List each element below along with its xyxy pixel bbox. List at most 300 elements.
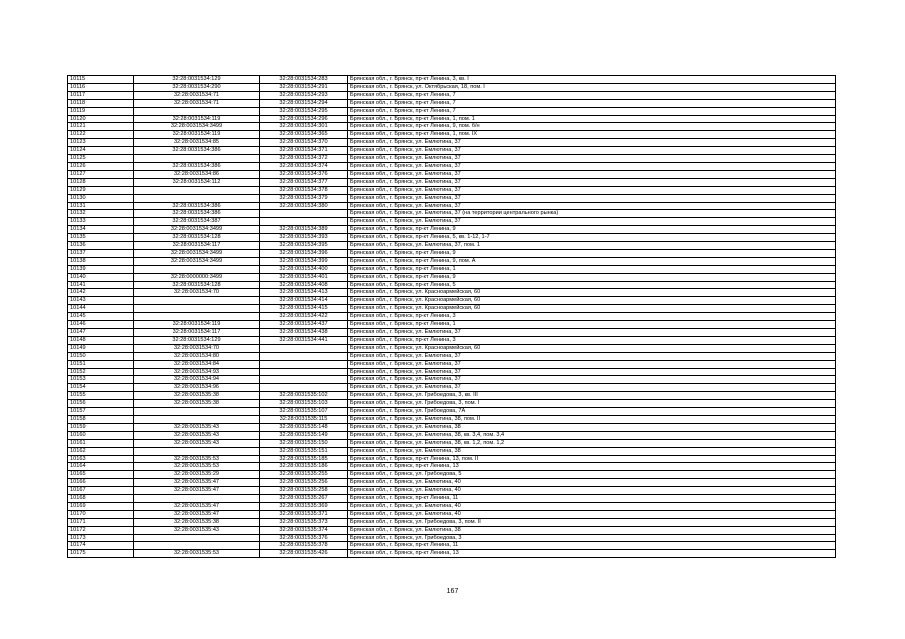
row-number-cell: 10151: [68, 360, 134, 368]
parcel-cadastral-cell: 32:28:0031535:47: [134, 510, 260, 518]
object-cadastral-cell: [260, 210, 348, 218]
parcel-cadastral-cell: 32:28:0031534:86: [134, 170, 260, 178]
table-row: [68, 123, 836, 131]
row-number-cell: 10126: [68, 162, 134, 170]
row-number-cell: 10160: [68, 431, 134, 439]
address-cell: Брянская обл., г. Брянск, пр-кт Ленина, 3: [348, 336, 836, 344]
object-cadastral-cell: 32:28:0031534:301: [260, 123, 348, 131]
object-cadastral-cell: 32:28:0031535:148: [260, 423, 348, 431]
row-number-cell: 10148: [68, 336, 134, 344]
row-number-cell: 10169: [68, 502, 134, 510]
object-cadastral-cell: 32:28:0031534:371: [260, 147, 348, 155]
row-number-cell: 10168: [68, 495, 134, 503]
row-number-cell: 10154: [68, 384, 134, 392]
address-cell: Брянская обл., г. Брянск, пр-кт Ленина, 9: [348, 249, 836, 257]
row-number-cell: 10149: [68, 344, 134, 352]
parcel-cadastral-cell: [134, 408, 260, 416]
table-row: [68, 439, 836, 447]
parcel-cadastral-cell: 32:28:0031534:3499: [134, 249, 260, 257]
table-row: [68, 131, 836, 139]
row-number-cell: 10142: [68, 289, 134, 297]
object-cadastral-cell: 32:28:0031535:103: [260, 400, 348, 408]
object-cadastral-cell: 32:28:0031534:295: [260, 107, 348, 115]
page-number: 167: [446, 588, 459, 595]
parcel-cadastral-cell: 32:28:0031534:94: [134, 376, 260, 384]
object-cadastral-cell: 32:28:0031535:376: [260, 534, 348, 542]
object-cadastral-cell: 32:28:0031535:107: [260, 408, 348, 416]
address-cell: Брянская обл., г. Брянск, ул. Емлютина, 37: [348, 360, 836, 368]
address-cell: Брянская обл., г. Брянск, ул. Красноармейская, 60: [348, 344, 836, 352]
parcel-cadastral-cell: 32:28:0031535:53: [134, 463, 260, 471]
address-cell: Брянская обл., г. Брянск, пр-кт Ленина, 1: [348, 321, 836, 329]
row-number-cell: 10140: [68, 273, 134, 281]
address-cell: Брянская обл., г. Брянск, ул. Емлютина, 38: [348, 526, 836, 534]
parcel-cadastral-cell: [134, 305, 260, 313]
row-number-cell: 10164: [68, 463, 134, 471]
row-number-cell: 10125: [68, 155, 134, 163]
table-row: [68, 479, 836, 487]
object-cadastral-cell: 32:28:0031534:441: [260, 336, 348, 344]
parcel-cadastral-cell: [134, 155, 260, 163]
row-number-cell: 10124: [68, 147, 134, 155]
parcel-cadastral-cell: 32:28:0031534:290: [134, 83, 260, 91]
parcel-cadastral-cell: 32:28:0031535:38: [134, 518, 260, 526]
parcel-cadastral-cell: [134, 186, 260, 194]
table-row: [68, 313, 836, 321]
address-cell: Брянская обл., г. Брянск, ул. Емлютина, 38: [348, 447, 836, 455]
row-number-cell: 10153: [68, 376, 134, 384]
parcel-cadastral-cell: 32:28:0031534:85: [134, 139, 260, 147]
parcel-cadastral-cell: 32:28:0031534:119: [134, 115, 260, 123]
table-row: [68, 76, 836, 84]
table-row: [68, 265, 836, 273]
object-cadastral-cell: 32:28:0031534:401: [260, 273, 348, 281]
parcel-cadastral-cell: 32:28:0031534:112: [134, 178, 260, 186]
parcel-cadastral-cell: 32:28:0031534:84: [134, 360, 260, 368]
object-cadastral-cell: [260, 360, 348, 368]
object-cadastral-cell: 32:28:0031535:151: [260, 447, 348, 455]
object-cadastral-cell: 32:28:0031534:438: [260, 329, 348, 337]
row-number-cell: 10137: [68, 249, 134, 257]
object-cadastral-cell: 32:28:0031534:408: [260, 281, 348, 289]
row-number-cell: 10143: [68, 297, 134, 305]
row-number-cell: 10117: [68, 91, 134, 99]
parcel-cadastral-cell: 32:28:0031534:71: [134, 91, 260, 99]
address-cell: Брянская обл., г. Брянск, пр-кт Ленина, 9: [348, 226, 836, 234]
object-cadastral-cell: 32:28:0031534:415: [260, 305, 348, 313]
address-cell: Брянская обл., г. Брянск, ул. Красноармейская, 60: [348, 305, 836, 313]
object-cadastral-cell: [260, 376, 348, 384]
object-cadastral-cell: 32:28:0031534:377: [260, 178, 348, 186]
address-cell: Брянская обл., г. Брянск, пр-кт Ленина, 11: [348, 542, 836, 550]
row-number-cell: 10167: [68, 487, 134, 495]
address-cell: Брянская обл., г. Брянск, ул. Емлютина, 37: [348, 368, 836, 376]
table-row: [68, 510, 836, 518]
object-cadastral-cell: [260, 218, 348, 226]
table-row: [68, 162, 836, 170]
row-number-cell: 10123: [68, 139, 134, 147]
parcel-cadastral-cell: 32:28:0031534:93: [134, 368, 260, 376]
object-cadastral-cell: [260, 352, 348, 360]
table-row: [68, 384, 836, 392]
row-number-cell: 10115: [68, 76, 134, 84]
object-cadastral-cell: 32:28:0031535:369: [260, 502, 348, 510]
table-row: [68, 344, 836, 352]
row-number-cell: 10134: [68, 226, 134, 234]
table-row: [68, 210, 836, 218]
row-number-cell: 10116: [68, 83, 134, 91]
row-number-cell: 10139: [68, 265, 134, 273]
address-cell: Брянская обл., г. Брянск, ул. Емлютина, 37, пом. 1: [348, 242, 836, 250]
row-number-cell: 10144: [68, 305, 134, 313]
parcel-cadastral-cell: 32:28:0031535:29: [134, 471, 260, 479]
object-cadastral-cell: 32:28:0031534:393: [260, 234, 348, 242]
parcel-cadastral-cell: 32:28:0031535:38: [134, 392, 260, 400]
address-cell: Брянская обл., г. Брянск, ул. Красноармейская, 60: [348, 289, 836, 297]
parcel-cadastral-cell: 32:28:0031534:387: [134, 218, 260, 226]
row-number-cell: 10162: [68, 447, 134, 455]
address-cell: Брянская обл., г. Брянск, ул. Емлютина, 37: [348, 376, 836, 384]
table-row: [68, 202, 836, 210]
address-cell: Брянская обл., г. Брянск, ул. Емлютина, 38, кв. 3,4, пом. 3,4: [348, 431, 836, 439]
object-cadastral-cell: 32:28:0031535:185: [260, 455, 348, 463]
address-cell: Брянская обл., г. Брянск, пр-кт Ленина, 11: [348, 495, 836, 503]
parcel-cadastral-cell: 32:28:0031534:386: [134, 210, 260, 218]
row-number-cell: 10131: [68, 202, 134, 210]
address-cell: Брянская обл., г. Брянск, ул. Красноармейская, 60: [348, 297, 836, 305]
parcel-cadastral-cell: 32:28:0000000:3499: [134, 273, 260, 281]
table-row: [68, 147, 836, 155]
row-number-cell: 10130: [68, 194, 134, 202]
table-row: [68, 431, 836, 439]
parcel-cadastral-cell: 32:28:0031534:119: [134, 131, 260, 139]
address-cell: Брянская обл., г. Брянск, ул. Грибоедова, 3, пом. I: [348, 400, 836, 408]
table-row: [68, 542, 836, 550]
parcel-cadastral-cell: 32:28:0031535:53: [134, 550, 260, 558]
parcel-cadastral-cell: 32:28:0031534:3499: [134, 123, 260, 131]
address-cell: Брянская обл., г. Брянск, ул. Емлютина, 37 (на территории центрального рынка): [348, 210, 836, 218]
object-cadastral-cell: 32:28:0031534:379: [260, 194, 348, 202]
row-number-cell: 10120: [68, 115, 134, 123]
table-row: [68, 550, 836, 558]
object-cadastral-cell: 32:28:0031535:149: [260, 431, 348, 439]
address-cell: Брянская обл., г. Брянск, ул. Емлютина, 37: [348, 178, 836, 186]
row-number-cell: 10157: [68, 408, 134, 416]
table-row: [68, 273, 836, 281]
row-number-cell: 10118: [68, 99, 134, 107]
parcel-cadastral-cell: [134, 313, 260, 321]
object-cadastral-cell: 32:28:0031534:396: [260, 249, 348, 257]
parcel-cadastral-cell: 32:28:0031534:129: [134, 336, 260, 344]
address-cell: Брянская обл., г. Брянск, ул. Емлютина, 37: [348, 186, 836, 194]
parcel-cadastral-cell: 32:28:0031535:53: [134, 455, 260, 463]
address-cell: Брянская обл., г. Брянск, ул. Емлютина, 40: [348, 502, 836, 510]
address-cell: Брянская обл., г. Брянск, ул. Емлютина, 37: [348, 139, 836, 147]
parcel-cadastral-cell: [134, 534, 260, 542]
address-cell: Брянская обл., г. Брянск, пр-кт Ленина, 5, кв. 1-12, 1-7: [348, 234, 836, 242]
address-cell: Брянская обл., г. Брянск, ул. Емлютина, 37: [348, 162, 836, 170]
parcel-cadastral-cell: 32:28:0031534:70: [134, 289, 260, 297]
parcel-cadastral-cell: 32:28:0031534:117: [134, 242, 260, 250]
address-cell: Брянская обл., г. Брянск, ул. Емлютина, 40: [348, 479, 836, 487]
object-cadastral-cell: 32:28:0031534:389: [260, 226, 348, 234]
parcel-cadastral-cell: 32:28:0031534:71: [134, 99, 260, 107]
object-cadastral-cell: 32:28:0031534:294: [260, 99, 348, 107]
parcel-cadastral-cell: 32:28:0031534:386: [134, 147, 260, 155]
row-number-cell: 10122: [68, 131, 134, 139]
document-page: [67, 75, 835, 558]
parcel-cadastral-cell: [134, 194, 260, 202]
table-row: [68, 194, 836, 202]
table-row: [68, 321, 836, 329]
table-row: [68, 249, 836, 257]
row-number-cell: 10133: [68, 218, 134, 226]
row-number-cell: 10127: [68, 170, 134, 178]
object-cadastral-cell: 32:28:0031534:376: [260, 170, 348, 178]
cadastral-table-body: [68, 76, 836, 558]
table-row: [68, 218, 836, 226]
object-cadastral-cell: [260, 368, 348, 376]
object-cadastral-cell: 32:28:0031534:414: [260, 297, 348, 305]
object-cadastral-cell: 32:28:0031534:395: [260, 242, 348, 250]
row-number-cell: 10170: [68, 510, 134, 518]
row-number-cell: 10129: [68, 186, 134, 194]
address-cell: Брянская обл., г. Брянск, пр-кт Ленина, 13: [348, 463, 836, 471]
parcel-cadastral-cell: 32:28:0031534:119: [134, 321, 260, 329]
object-cadastral-cell: 32:28:0031535:374: [260, 526, 348, 534]
table-row: [68, 297, 836, 305]
parcel-cadastral-cell: [134, 415, 260, 423]
address-cell: Брянская обл., г. Брянск, пр-кт Ленина, 1, пом. IX: [348, 131, 836, 139]
parcel-cadastral-cell: 32:28:0031535:47: [134, 487, 260, 495]
address-cell: Брянская обл., г. Брянск, ул. Емлютина, 37: [348, 329, 836, 337]
object-cadastral-cell: 32:28:0031534:400: [260, 265, 348, 273]
parcel-cadastral-cell: 32:28:0031534:3499: [134, 257, 260, 265]
table-row: [68, 534, 836, 542]
parcel-cadastral-cell: 32:28:0031534:128: [134, 281, 260, 289]
object-cadastral-cell: [260, 384, 348, 392]
parcel-cadastral-cell: [134, 447, 260, 455]
row-number-cell: 10158: [68, 415, 134, 423]
address-cell: Брянская обл., г. Брянск, ул. Емлютина, 37: [348, 202, 836, 210]
table-row: [68, 463, 836, 471]
row-number-cell: 10128: [68, 178, 134, 186]
row-number-cell: 10136: [68, 242, 134, 250]
table-row: [68, 526, 836, 534]
address-cell: Брянская обл., г. Брянск, пр-кт Ленина, 1, пом. 1: [348, 115, 836, 123]
row-number-cell: 10135: [68, 234, 134, 242]
address-cell: Брянская обл., г. Брянск, ул. Грибоедова, 3, кв. III: [348, 392, 836, 400]
table-row: [68, 502, 836, 510]
row-number-cell: 10163: [68, 455, 134, 463]
parcel-cadastral-cell: [134, 107, 260, 115]
row-number-cell: 10147: [68, 329, 134, 337]
object-cadastral-cell: 32:28:0031535:267: [260, 495, 348, 503]
address-cell: Брянская обл., г. Брянск, ул. Октябрьская, 18, пом. I: [348, 83, 836, 91]
table-row: [68, 329, 836, 337]
address-cell: Брянская обл., г. Брянск, ул. Емлютина, 37: [348, 170, 836, 178]
object-cadastral-cell: 32:28:0031534:372: [260, 155, 348, 163]
table-row: [68, 415, 836, 423]
object-cadastral-cell: 32:28:0031534:296: [260, 115, 348, 123]
address-cell: Брянская обл., г. Брянск, ул. Емлютина, 38, кв. 1,2, пом. 1,2: [348, 439, 836, 447]
row-number-cell: 10150: [68, 352, 134, 360]
object-cadastral-cell: 32:28:0031535:150: [260, 439, 348, 447]
object-cadastral-cell: 32:28:0031535:373: [260, 518, 348, 526]
parcel-cadastral-cell: 32:28:0031534:128: [134, 234, 260, 242]
parcel-cadastral-cell: 32:28:0031535:43: [134, 423, 260, 431]
table-row: [68, 305, 836, 313]
parcel-cadastral-cell: 32:28:0031534:96: [134, 384, 260, 392]
table-row: [68, 447, 836, 455]
object-cadastral-cell: 32:28:0031534:291: [260, 83, 348, 91]
table-row: [68, 423, 836, 431]
parcel-cadastral-cell: 32:28:0031534:117: [134, 329, 260, 337]
address-cell: Брянская обл., г. Брянск, ул. Емлютина, 38, пом. II: [348, 415, 836, 423]
address-cell: Брянская обл., г. Брянск, пр-кт Ленина, 13: [348, 550, 836, 558]
object-cadastral-cell: 32:28:0031534:370: [260, 139, 348, 147]
table-row: [68, 368, 836, 376]
row-number-cell: 10138: [68, 257, 134, 265]
address-cell: Брянская обл., г. Брянск, ул. Емлютина, 37: [348, 218, 836, 226]
table-row: [68, 178, 836, 186]
table-row: [68, 186, 836, 194]
cadastral-table: [67, 75, 836, 558]
table-row: [68, 336, 836, 344]
parcel-cadastral-cell: [134, 542, 260, 550]
address-cell: Брянская обл., г. Брянск, пр-кт Ленина, 3: [348, 313, 836, 321]
row-number-cell: 10175: [68, 550, 134, 558]
table-row: [68, 471, 836, 479]
table-row: [68, 170, 836, 178]
parcel-cadastral-cell: [134, 495, 260, 503]
row-number-cell: 10119: [68, 107, 134, 115]
table-row: [68, 518, 836, 526]
object-cadastral-cell: 32:28:0031534:380: [260, 202, 348, 210]
object-cadastral-cell: 32:28:0031534:374: [260, 162, 348, 170]
table-row: [68, 289, 836, 297]
parcel-cadastral-cell: 32:28:0031534:80: [134, 352, 260, 360]
table-row: [68, 487, 836, 495]
table-row: [68, 155, 836, 163]
object-cadastral-cell: 32:28:0031534:293: [260, 91, 348, 99]
object-cadastral-cell: 32:28:0031534:437: [260, 321, 348, 329]
address-cell: Брянская обл., г. Брянск, ул. Грибоедова, 5: [348, 471, 836, 479]
object-cadastral-cell: 32:28:0031534:399: [260, 257, 348, 265]
table-row: [68, 392, 836, 400]
parcel-cadastral-cell: 32:28:0031534:386: [134, 202, 260, 210]
object-cadastral-cell: 32:28:0031535:371: [260, 510, 348, 518]
table-row: [68, 360, 836, 368]
address-cell: Брянская обл., г. Брянск, пр-кт Ленина, 9, пом. б/н: [348, 123, 836, 131]
row-number-cell: 10152: [68, 368, 134, 376]
table-row: [68, 83, 836, 91]
address-cell: Брянская обл., г. Брянск, пр-кт Ленина, 1: [348, 265, 836, 273]
object-cadastral-cell: 32:28:0031535:255: [260, 471, 348, 479]
row-number-cell: 10155: [68, 392, 134, 400]
table-row: [68, 115, 836, 123]
table-row: [68, 455, 836, 463]
parcel-cadastral-cell: 32:28:0031534:129: [134, 76, 260, 84]
table-row: [68, 91, 836, 99]
address-cell: Брянская обл., г. Брянск, пр-кт Ленина, 7: [348, 91, 836, 99]
parcel-cadastral-cell: 32:28:0031535:43: [134, 439, 260, 447]
row-number-cell: 10165: [68, 471, 134, 479]
address-cell: Брянская обл., г. Брянск, ул. Емлютина, 37: [348, 194, 836, 202]
parcel-cadastral-cell: 32:28:0031535:43: [134, 431, 260, 439]
row-number-cell: 10173: [68, 534, 134, 542]
object-cadastral-cell: 32:28:0031534:365: [260, 131, 348, 139]
parcel-cadastral-cell: 32:28:0031535:47: [134, 479, 260, 487]
row-number-cell: 10166: [68, 479, 134, 487]
row-number-cell: 10172: [68, 526, 134, 534]
address-cell: Брянская обл., г. Брянск, ул. Емлютина, 37: [348, 155, 836, 163]
row-number-cell: 10121: [68, 123, 134, 131]
address-cell: Брянская обл., г. Брянск, ул. Грибоедова, 3, пом. II: [348, 518, 836, 526]
object-cadastral-cell: 32:28:0031535:378: [260, 542, 348, 550]
address-cell: Брянская обл., г. Брянск, ул. Грибоедова, 3: [348, 534, 836, 542]
address-cell: Брянская обл., г. Брянск, ул. Емлютина, 37: [348, 147, 836, 155]
address-cell: Брянская обл., г. Брянск, пр-кт Ленина, 7: [348, 99, 836, 107]
parcel-cadastral-cell: 32:28:0031534:70: [134, 344, 260, 352]
table-row: [68, 376, 836, 384]
address-cell: Брянская обл., г. Брянск, ул. Емлютина, 38: [348, 423, 836, 431]
parcel-cadastral-cell: 32:28:0031535:43: [134, 526, 260, 534]
object-cadastral-cell: [260, 344, 348, 352]
parcel-cadastral-cell: 32:28:0031535:38: [134, 400, 260, 408]
address-cell: Брянская обл., г. Брянск, пр-кт Ленина, 7: [348, 107, 836, 115]
object-cadastral-cell: 32:28:0031534:413: [260, 289, 348, 297]
parcel-cadastral-cell: [134, 265, 260, 273]
address-cell: Брянская обл., г. Брянск, пр-кт Ленина, 3, кв. I: [348, 76, 836, 84]
parcel-cadastral-cell: [134, 297, 260, 305]
address-cell: Брянская обл., г. Брянск, ул. Грибоедова, 7А: [348, 408, 836, 416]
object-cadastral-cell: 32:28:0031535:258: [260, 487, 348, 495]
address-cell: Брянская обл., г. Брянск, пр-кт Ленина, 9, пом. А: [348, 257, 836, 265]
row-number-cell: 10132: [68, 210, 134, 218]
row-number-cell: 10141: [68, 281, 134, 289]
table-row: [68, 242, 836, 250]
row-number-cell: 10161: [68, 439, 134, 447]
table-row: [68, 139, 836, 147]
object-cadastral-cell: 32:28:0031534:283: [260, 76, 348, 84]
table-row: [68, 352, 836, 360]
row-number-cell: 10156: [68, 400, 134, 408]
table-row: [68, 495, 836, 503]
table-row: [68, 281, 836, 289]
object-cadastral-cell: 32:28:0031535:115: [260, 415, 348, 423]
object-cadastral-cell: 32:28:0031535:102: [260, 392, 348, 400]
table-row: [68, 99, 836, 107]
parcel-cadastral-cell: 32:28:0031535:47: [134, 502, 260, 510]
table-row: [68, 234, 836, 242]
address-cell: Брянская обл., г. Брянск, ул. Емлютина, 40: [348, 510, 836, 518]
address-cell: Брянская обл., г. Брянск, пр-кт Ленина, 9: [348, 273, 836, 281]
table-row: [68, 408, 836, 416]
row-number-cell: 10146: [68, 321, 134, 329]
address-cell: Брянская обл., г. Брянск, ул. Емлютина, 37: [348, 352, 836, 360]
row-number-cell: 10171: [68, 518, 134, 526]
address-cell: Брянская обл., г. Брянск, пр-кт Ленина, 13, пом. II: [348, 455, 836, 463]
object-cadastral-cell: 32:28:0031535:186: [260, 463, 348, 471]
address-cell: Брянская обл., г. Брянск, ул. Емлютина, 37: [348, 384, 836, 392]
object-cadastral-cell: 32:28:0031534:422: [260, 313, 348, 321]
parcel-cadastral-cell: 32:28:0031534:3499: [134, 226, 260, 234]
row-number-cell: 10145: [68, 313, 134, 321]
address-cell: Брянская обл., г. Брянск, пр-кт Ленина, 5: [348, 281, 836, 289]
table-row: [68, 257, 836, 265]
row-number-cell: 10159: [68, 423, 134, 431]
